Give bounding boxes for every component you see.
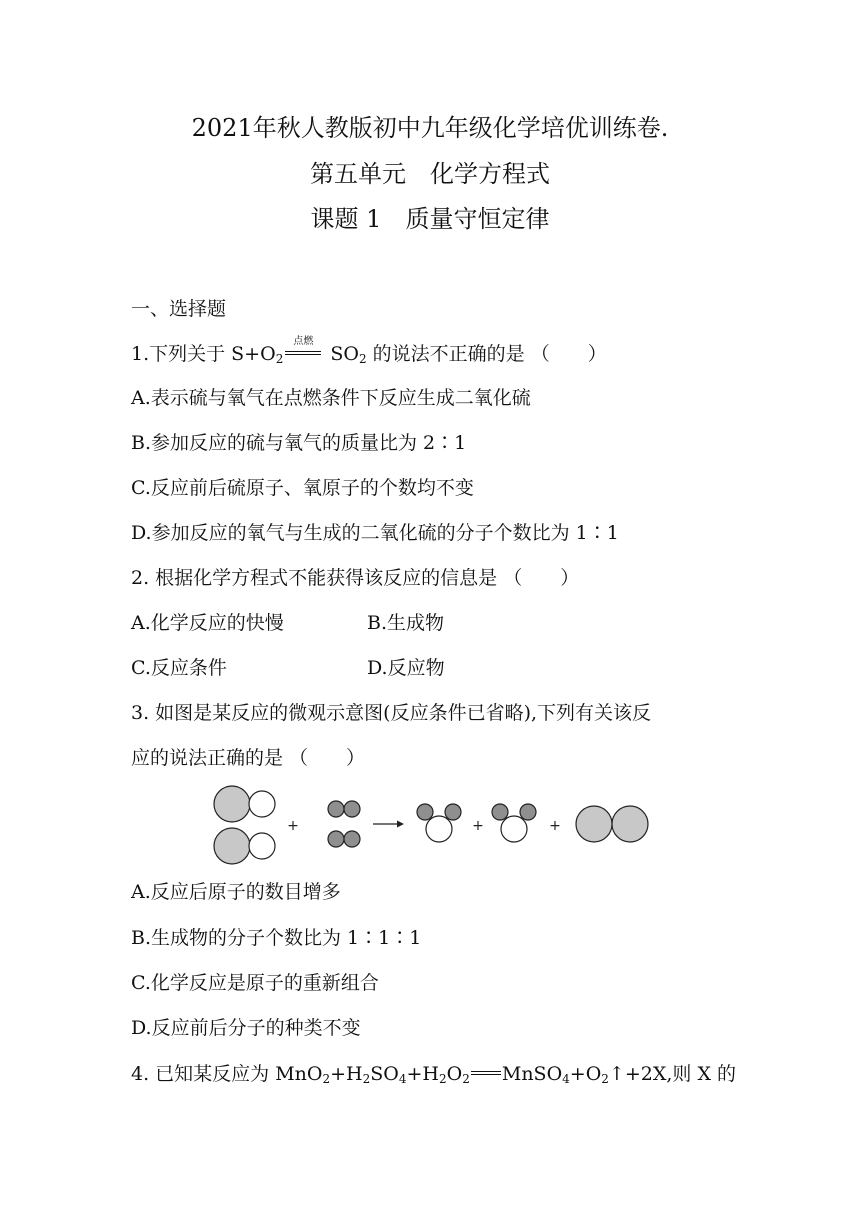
question-1-option-c: C.反应前后硫原子、氧原子的个数均不变	[131, 477, 474, 499]
q4-sub-5: 2	[462, 1072, 470, 1086]
q1-product: SO	[324, 343, 359, 365]
question-2-option-a: A.化学反应的快慢	[131, 612, 284, 634]
q4-text-8: ↑+2X,则 X 的	[608, 1063, 737, 1085]
q4-sub-2: 2	[362, 1072, 371, 1086]
section-heading: 一、选择题	[131, 298, 227, 320]
q4-text-5: O	[446, 1063, 463, 1085]
question-3-option-a: A.反应后原子的数目增多	[131, 881, 341, 903]
q4-text-3: SO	[370, 1063, 399, 1085]
q4-text-2: +H	[330, 1063, 363, 1085]
q4-sub-6: 4	[562, 1072, 570, 1086]
reaction-equals-sign-2	[471, 1071, 501, 1075]
question-3-stem-line-2: 应的说法正确的是 （ ）	[131, 747, 366, 769]
plus-sign-3: +	[549, 818, 561, 834]
question-1-option-d: D.参加反应的氧气与生成的二氧化硫的分子个数比为 1∶1	[131, 522, 619, 544]
question-3-option-c: C.化学反应是原子的重新组合	[131, 972, 379, 994]
question-2-stem: 2. 根据化学方程式不能获得该反应的信息是 （ ）	[131, 567, 580, 589]
chapter-title: 第五单元 化学方程式	[310, 160, 550, 188]
question-3-option-d: D.反应前后分子的种类不变	[131, 1017, 361, 1039]
q4-text-7: +O	[569, 1063, 602, 1085]
product-molecule-2	[492, 804, 536, 842]
question-1-option-a: A.表示硫与氧气在点燃条件下反应生成二氧化硫	[131, 387, 531, 409]
question-2-option-b: B.生成物	[367, 612, 445, 634]
reaction-equals-sign	[285, 336, 321, 362]
q1-so2-subscript: 2	[358, 352, 367, 366]
question-2-options-row-2	[131, 655, 445, 681]
lesson-title: 课题 1 质量守恒定律	[310, 205, 550, 233]
reactant-molecule-4	[328, 831, 360, 847]
question-2-options-row-1	[131, 610, 445, 636]
q4-sub-7: 2	[601, 1072, 609, 1086]
q4-sub-1: 2	[322, 1072, 331, 1086]
reaction-microscopic-diagram	[205, 784, 665, 868]
plus-sign-1: +	[287, 818, 299, 834]
question-1-stem	[131, 336, 607, 367]
q4-sub-3: 4	[398, 1072, 407, 1086]
product-molecule-3	[576, 806, 648, 842]
reaction-condition: 点燃	[293, 336, 314, 347]
question-2-option-d: D.反应物	[367, 657, 445, 679]
reactant-molecule-1	[214, 786, 275, 822]
q1-o2-subscript: 2	[275, 352, 284, 366]
question-3-stem-line-1: 3. 如图是某反应的微观示意图(反应条件已省略),下列有关该反	[131, 702, 652, 724]
reactant-molecule-3	[328, 801, 360, 817]
reactant-molecule-2	[214, 828, 275, 864]
plus-sign-2: +	[472, 818, 484, 834]
q1-suffix: 的说法不正确的是 （ ）	[366, 343, 607, 365]
question-3-option-b: B.生成物的分子个数比为 1∶1∶1	[131, 927, 422, 949]
question-4-stem	[131, 1061, 736, 1087]
question-1-option-b: B.参加反应的硫与氧气的质量比为 2∶1	[131, 432, 467, 454]
q1-prefix: 1.下列关于 S+O	[131, 343, 276, 365]
reaction-arrow	[373, 821, 404, 828]
q4-text-1: 4. 已知某反应为 MnO	[131, 1063, 323, 1085]
page-title: 2021年秋人教版初中九年级化学培优训练卷.	[191, 114, 669, 142]
q4-text-4: +H	[406, 1063, 439, 1085]
q4-text-6: MnSO	[501, 1063, 563, 1085]
question-2-option-c: C.反应条件	[131, 657, 227, 679]
product-molecule-1	[417, 804, 461, 842]
q4-sub-4: 2	[439, 1072, 447, 1086]
